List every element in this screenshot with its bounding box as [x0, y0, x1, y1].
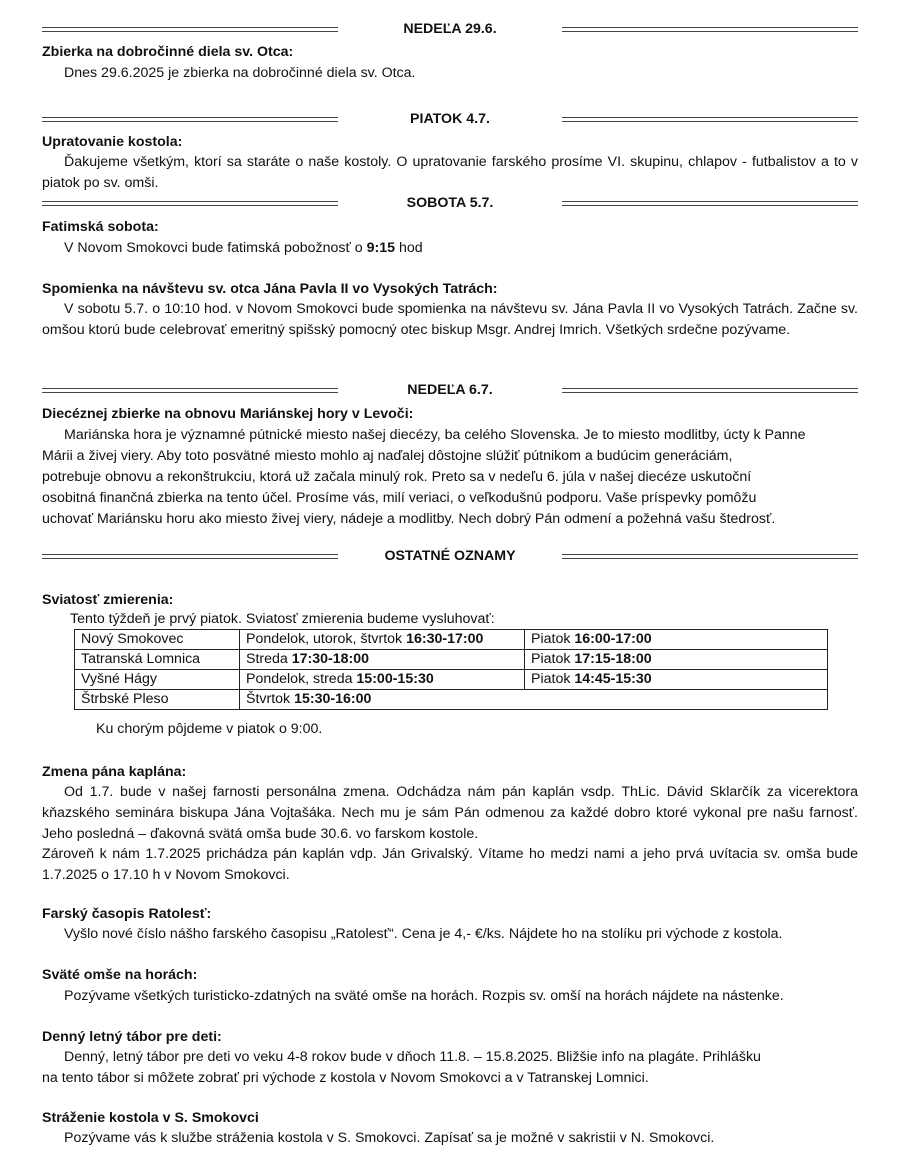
fatima-text: V Novom Smokovci bude fatimská pobožnosť o [64, 240, 367, 256]
place-cell: Nový Smokovec [75, 630, 240, 650]
section-header-friday-4-7 [42, 109, 858, 129]
paragraph-parish-magazine: Vyšlo nové číslo nášho farského časopisu „Ratolesť“. Cena je 4,- €/ks. Nájdete ho na stolíku pri východe z kostola. [64, 926, 783, 942]
time-text: 17:15-18:00 [574, 651, 652, 667]
days-text: Streda [246, 651, 292, 667]
heading-charity-collection: Zbierka na dobročinné diela sv. Otca: [42, 44, 294, 60]
place-cell: Vyšné Hágy [75, 670, 240, 690]
time-text: 16:00-17:00 [574, 631, 652, 647]
section-header-text: NEDEĽA 6.7. [407, 382, 493, 398]
days-text: Štvrtok [246, 691, 295, 707]
divider-left [42, 388, 338, 393]
paragraph-mountain-masses: Pozývame všetkých turisticko-zdatných na sväté omše na horách. Rozpis sv. omší na horách nájdete na nástenke. [64, 988, 784, 1004]
paragraph-church-guarding: Pozývame vás k službe stráženia kostola v S. Smokovci. Zapísať sa je možné v sakristii v N. Smokovci. [64, 1130, 715, 1146]
divider-right [562, 554, 858, 559]
paragraph-fatima-saturday [42, 238, 880, 259]
divider-left [42, 201, 338, 206]
section-header-other-announcements [42, 546, 858, 566]
paragraph-pope-visit-memorial: V sobotu 5.7. o 10:10 hod. v Novom Smokovci bude spomienka na návštevu sv. Jána Pavla II vo Vysokých Tatrách. Začne sv. omšou ktorú bude celebrovať emeritný spišský pomocný otec biskup Msgr. Andrej Imrich. Všetkých srdečne pozývame. [42, 301, 858, 338]
text-line: uchovať Mariánsku horu ako miesto živej viery, nádeje a modlitby. Nech dobrý Pán odmení a požehná vašu štedrosť. [42, 511, 776, 527]
sick-visit-note: Ku chorým pôjdeme v piatok o 9:00. [96, 721, 323, 737]
heading-church-guarding: Stráženie kostola v S. Smokovci [42, 1110, 259, 1126]
time-text: 15:00-15:30 [356, 671, 434, 687]
text-line: osobitná finančná zbierka na tento účel. Prosíme vás, milí veriaci, o veľkodušnú podporu. Vaše príspevky pomôžu [42, 490, 757, 506]
divider-right [562, 388, 858, 393]
days-text: Piatok [531, 671, 575, 687]
section-header-text: PIATOK 4.7. [410, 111, 490, 127]
friday-cell [525, 630, 828, 650]
days-text: Pondelok, utorok, štvrtok [246, 631, 407, 647]
friday-cell [525, 650, 828, 670]
divider-right [562, 27, 858, 32]
fatima-time: 9:15 [366, 240, 396, 256]
paragraph-charity-collection: Dnes 29.6.2025 je zbierka na dobročinné diela sv. Otca. [64, 65, 416, 81]
heading-mountain-masses: Sväté omše na horách: [42, 967, 198, 983]
divider-left [42, 27, 338, 32]
table-row [75, 670, 828, 690]
section-header-sunday-29-6 [42, 19, 858, 39]
table-row [75, 690, 828, 710]
days-text: Pondelok, streda [246, 671, 357, 687]
paragraph-chaplain-leaving: Od 1.7. bude v našej farnosti personálna zmena. Odchádza nám pán kaplán vsdp. ThLic. Dávid Sklarčík za vicerektora kňazského seminára biskupa Jána Vojtašáka. Nech mu je sám Pán odmenou za každé dobro ktoré vykonal pre našu farnosť. Jeho posledná – ďakovná svätá omša bude 30.6. vo farskom kostole. [42, 784, 858, 842]
days-text: Piatok [531, 651, 575, 667]
place-cell: Tatranská Lomnica [75, 650, 240, 670]
paragraph-church-cleaning: Ďakujeme všetkým, ktorí sa staráte o naše kostoly. O upratovanie farského prosíme VI. skupinu, chlapov - futbalistov a to v piatok po sv. omši. [42, 154, 858, 191]
place-cell: Štrbské Pleso [75, 690, 240, 710]
heading-chaplain-change: Zmena pána kaplána: [42, 764, 187, 780]
divider-right [562, 117, 858, 122]
confession-schedule-table [74, 629, 828, 710]
text-line: potrebuje obnovu a rekonštrukciu, ktorá už začala minulý rok. Preto sa v nedeľu 6. júla v našej diecéze uskutoční [42, 469, 752, 485]
divider-left [42, 554, 338, 559]
days-cell [240, 690, 828, 710]
fatima-unit: hod [395, 240, 423, 256]
heading-parish-magazine: Farský časopis Ratolesť: [42, 906, 212, 922]
confession-intro: Tento týždeň je prvý piatok. Sviatosť zmierenia budeme vysluhovať: [70, 611, 495, 627]
text-line: Denný, letný tábor pre deti vo veku 4-8 rokov bude v dňoch 11.8. – 15.8.2025. Bližšie info na plagáte. Prihlášku [64, 1049, 761, 1065]
table-row [75, 630, 828, 650]
divider-right [562, 201, 858, 206]
time-text: 16:30-17:00 [406, 631, 484, 647]
time-text: 14:45-15:30 [574, 671, 652, 687]
divider-left [42, 117, 338, 122]
section-header-saturday-5-7 [42, 193, 858, 213]
heading-marian-hill-collection: Diecéznej zbierke na obnovu Mariánskej hory v Levoči: [42, 406, 414, 422]
heading-confession: Sviatosť zmierenia: [42, 592, 174, 608]
heading-fatima-saturday: Fatimská sobota: [42, 219, 159, 235]
paragraph-chaplain-arriving: Zároveň k nám 1.7.2025 prichádza pán kaplán vdp. Ján Grivalský. Vítame ho medzi nami a jeho prvá uvítacia sv. omša bude 1.7.2025 o 17.10 h v Novom Smokovci. [42, 846, 858, 883]
friday-cell [525, 670, 828, 690]
days-cell [240, 630, 525, 650]
time-text: 17:30-18:00 [291, 651, 370, 667]
section-header-text: SOBOTA 5.7. [406, 195, 494, 211]
heading-pope-visit-memorial: Spomienka na návštevu sv. otca Jána Pavla II vo Vysokých Tatrách: [42, 281, 498, 297]
days-cell [240, 650, 525, 670]
text-line: na tento tábor si môžete zobrať pri východe z kostola v Novom Smokovci a v Tatranskej Lomnici. [42, 1070, 649, 1086]
section-header-sunday-6-7 [42, 380, 858, 400]
paragraph-marian-hill-collection [42, 425, 858, 530]
section-header-text: NEDEĽA 29.6. [403, 21, 497, 37]
text-line: Mariánska hora je významné pútnické miesto našej diecézy, ba celého Slovenska. Je to miesto modlitby, úcty k Panne [64, 427, 806, 443]
days-text: Piatok [531, 631, 575, 647]
table-row [75, 650, 828, 670]
text-line: Márii a živej viery. Aby toto posvätné miesto mohlo aj naďalej dôstojne slúžiť pútnikom a budúcim generáciám, [42, 448, 733, 464]
time-text: 15:30-16:00 [294, 691, 372, 707]
days-cell [240, 670, 525, 690]
heading-children-camp: Denný letný tábor pre deti: [42, 1029, 222, 1045]
paragraph-children-camp [42, 1047, 858, 1089]
section-header-text: OSTATNÉ OZNAMY [384, 548, 516, 564]
heading-church-cleaning: Upratovanie kostola: [42, 134, 183, 150]
